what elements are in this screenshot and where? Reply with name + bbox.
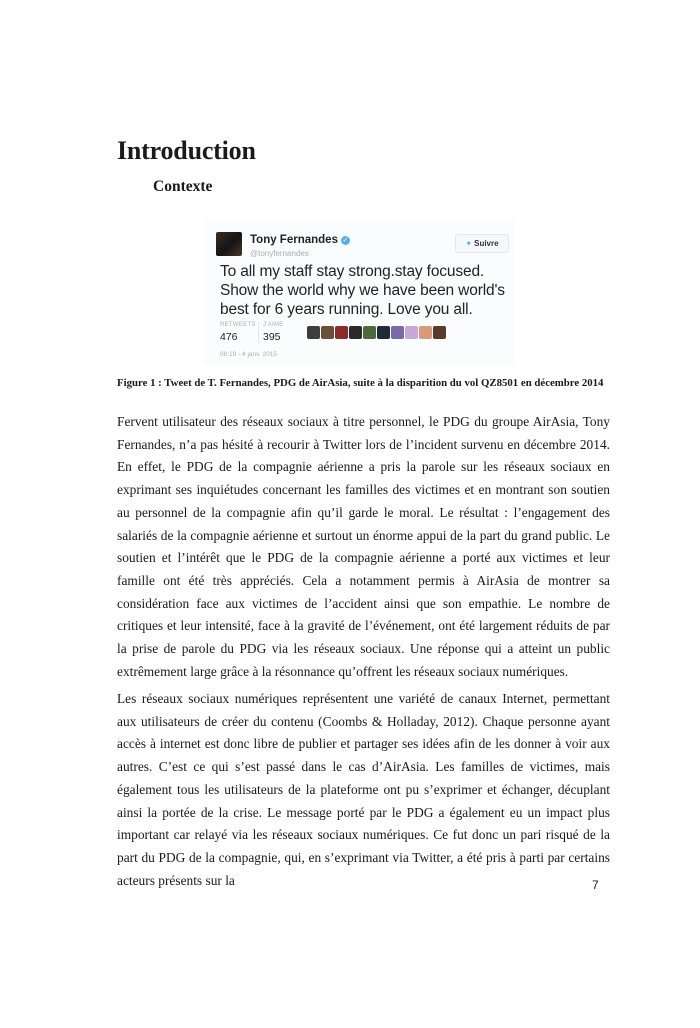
tweet-text: To all my staff stay strong.stay focused. Show the world why we have been world's best for 6 years running. Love you all. (220, 263, 505, 318)
retweets-label: RETWEETS (220, 322, 256, 328)
tweet-author (250, 234, 350, 246)
liker-avatar (419, 326, 432, 339)
body-paragraph: Les réseaux sociaux numériques représentent une variété de canaux Internet, permettant aux utilisateurs de créer du contenu (Coombs & Holladay, 2012). Chaque personne ayant accès à internet est donc libre de publier et partager ses idées afin de les donner à voir aux autres. C’est ce qui s’est passé dans le cas d’AirAsia. Les familles de victimes, mais également tous les utilisateurs de la plateforme ont pu s’exprimer et échanger, décuplant ainsi la portée de la crise. Le message porté par le PDG a également eu un impact plus important car relayé via les réseaux sociaux numériques. Ce fut donc un pari risqué de la part du PDG de la compagnie, qui, en s’exprimant via Twitter, a été pris à parti par certains acteurs présents sur la (117, 691, 610, 888)
likes-count: 395 (263, 331, 281, 343)
retweets-count: 476 (220, 331, 238, 343)
avatar (216, 232, 242, 256)
liker-avatar (363, 326, 376, 339)
liker-avatars (307, 326, 446, 340)
liker-avatar (391, 326, 404, 339)
liker-avatar (335, 326, 348, 339)
liker-avatar (321, 326, 334, 339)
liker-avatar (405, 326, 418, 339)
liker-avatar (433, 326, 446, 339)
follow-label: Suivre (474, 239, 499, 248)
tweet-figure (203, 222, 515, 365)
liker-avatar (307, 326, 320, 339)
page-number: 7 (592, 878, 599, 892)
tweet-timestamp: 08:19 - 4 janv. 2015 (220, 351, 277, 358)
tweet-author-name: Tony Fernandes (250, 234, 338, 246)
verified-icon: ✓ (342, 237, 349, 244)
figure-caption: Figure 1 : Tweet de T. Fernandes, PDG de AirAsia, suite à la disparition du vol QZ8501 en décembre 2014 (117, 377, 604, 389)
section-heading: Introduction (117, 136, 256, 165)
twitter-bird-icon: ✦ (465, 239, 473, 248)
follow-button (455, 234, 509, 253)
liker-avatar (377, 326, 390, 339)
stat-divider (258, 322, 259, 344)
tweet-handle: @tonyfernandes (250, 249, 309, 258)
liker-avatar (349, 326, 362, 339)
body-paragraph: Fervent utilisateur des réseaux sociaux à titre personnel, le PDG du groupe AirAsia, Tony Fernandes, n’a pas hésité à recourir à Twitter lors de l’incident survenu en décembre 2014. En effet, le PDG de la compagnie aérienne a pris la parole sur les réseaux sociaux en exprimant ses inquiétudes concernant les familles des victimes et en montrant son soutien au personnel de la compagnie afin qu’il garde le moral. Le résultat : l’engagement des salariés de la compagnie aérienne et surtout un énorme appui de la part du grand public. Le soutien et l’intérêt que le PDG de la compagnie aérienne a porté aux victimes et leur famille ont été très appréciés. Cela a notamment permis à AirAsia de montrer sa considération face aux victimes de l’accident ainsi que son empathie. Le nombre de critiques et leur intensité, face à la gravité de l’événement, ont été largement réduits de par la prise de parole du PDG via les réseaux sociaux. Une réponse qui a atteint un public extrêmement large grâce à la résonnance qu’offrent les réseaux sociaux numériques. (117, 414, 610, 679)
subsection-heading: Contexte (153, 178, 213, 195)
likes-label: J'AIME (263, 322, 284, 328)
